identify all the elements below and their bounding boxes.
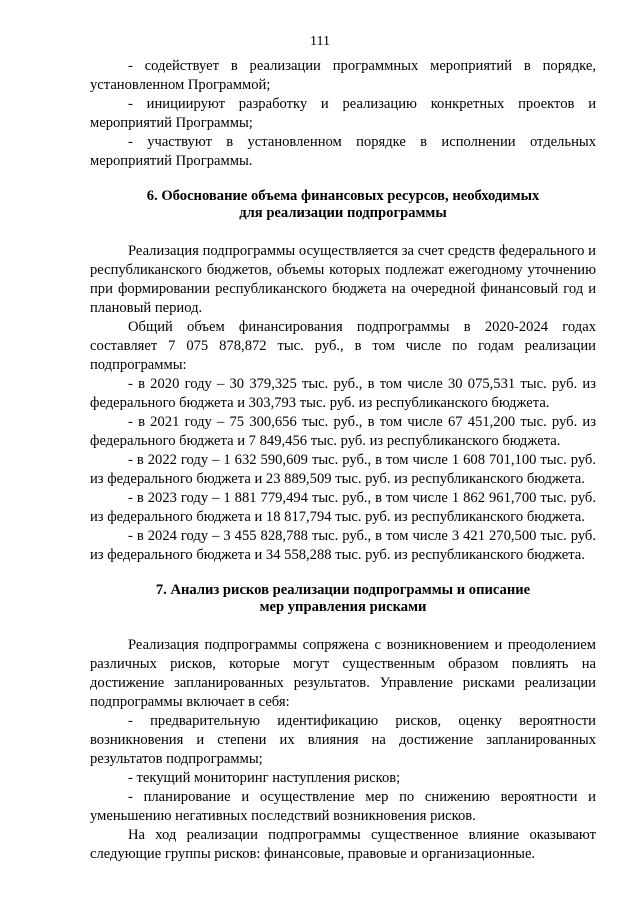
document-body [90,57,596,864]
section-6-paragraph-2: Общий объем финансирования подпрограммы в 2020-2024 годах составляет 7 075 878,872 тыс. руб., в том числе по годам реализации подпрограммы: [90,319,596,373]
page-number: 111 [310,34,330,49]
intro-item: - участвуют в установленном порядке в исполнении отдельных мероприятий Программы. [90,134,596,169]
intro-item: - содействует в реализации программных мероприятий в порядке, установленном Программой; [90,58,596,93]
section-7-paragraph-2: На ход реализации подпрограммы существенное влияние оказывают следующие группы рисков: финансовые, правовые и организационные. [90,827,596,862]
risk-management-item: - предварительную идентификацию рисков, оценку вероятности возникновения и степени их влияния на достижение запланированных результатов подпрограммы; [90,713,596,767]
section-7-heading-line2: мер управления рисками [259,599,427,615]
section-7-heading-line1: 7. Анализ рисков реализации подпрограммы и описание [155,582,531,598]
risk-management-item: - текущий мониторинг наступления рисков; [128,770,401,786]
section-7-heading [90,582,596,616]
section-6-heading-line2: для реализации подпрограммы [239,205,447,221]
funding-year-item: - в 2022 году – 1 632 590,609 тыс. руб., в том числе 1 608 701,100 тыс. руб. из федерального бюджета и 23 889,509 тыс. руб. из республиканского бюджета. [90,452,596,487]
funding-year-item: - в 2023 году – 1 881 779,494 тыс. руб., в том числе 1 862 961,700 тыс. руб. из федерального бюджета и 18 817,794 тыс. руб. из республиканского бюджета. [90,490,596,525]
section-6-heading-line1: 6. Обоснование объема финансовых ресурсов, необходимых [146,188,540,204]
funding-year-item: - в 2020 году – 30 379,325 тыс. руб., в том числе 30 075,531 тыс. руб. из федерального бюджета и 303,793 тыс. руб. из республиканского бюджета. [90,376,596,411]
section-7-paragraph-1: Реализация подпрограммы сопряжена с возникновением и преодолением различных рисков, которые могут существенным образом повлиять на достижение запланированных результатов. Управление рисками реализации подпрограммы включает в себя: [90,637,596,710]
section-6-heading [90,188,596,222]
funding-year-item: - в 2021 году – 75 300,656 тыс. руб., в том числе 67 451,200 тыс. руб. из федерального бюджета и 7 849,456 тыс. руб. из республиканского бюджета. [90,414,596,449]
intro-item: - инициируют разработку и реализацию конкретных проектов и мероприятий Программы; [90,96,596,131]
section-6-paragraph-1: Реализация подпрограммы осуществляется за счет средств федерального и республиканского бюджетов, объемы которых подлежат ежегодному уточнению при формировании республиканского бюджета на очередной финансовый год и плановый период. [90,243,596,316]
funding-year-item: - в 2024 году – 3 455 828,788 тыс. руб., в том числе 3 421 270,500 тыс. руб. из федерального бюджета и 34 558,288 тыс. руб. из республиканского бюджета. [90,528,596,563]
risk-management-item: - планирование и осуществление мер по снижению вероятности и уменьшению негативных последствий возникновения рисков. [90,789,596,824]
